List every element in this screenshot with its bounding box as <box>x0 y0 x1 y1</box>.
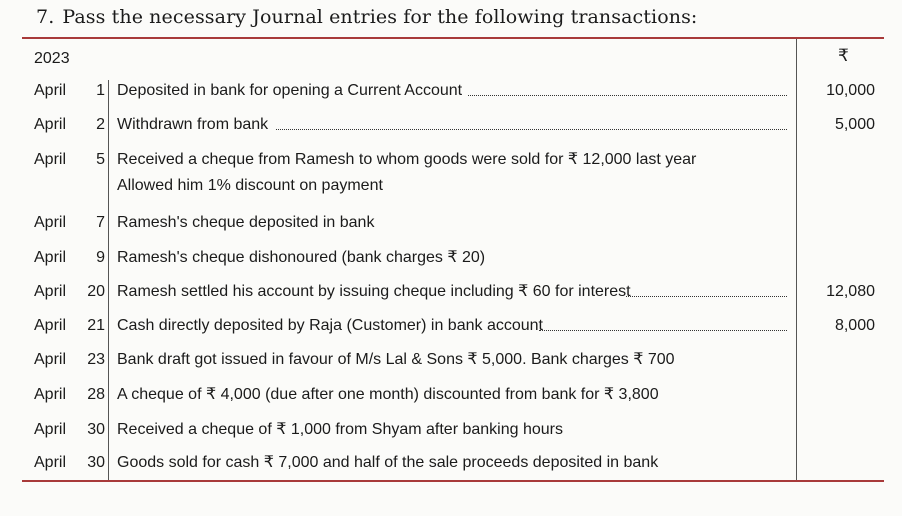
table-bottom-rule <box>22 480 884 482</box>
table-row <box>0 316 902 338</box>
row-amount: 10,000 <box>826 82 875 99</box>
question-number: 7. <box>36 6 55 28</box>
row-day: 1 <box>96 82 105 99</box>
table-top-rule <box>22 37 884 39</box>
row-day: 5 <box>96 151 105 168</box>
leader-dots <box>539 330 787 331</box>
row-description: Received a cheque of ₹ 1,000 from Shyam after banking hours <box>117 421 563 438</box>
leader-dots <box>468 95 787 96</box>
row-amount: 12,080 <box>826 283 875 300</box>
row-description: Received a cheque from Ramesh to whom goods were sold for ₹ 12,000 last year <box>117 151 697 168</box>
table-row <box>0 115 902 137</box>
row-day: 30 <box>87 421 105 438</box>
row-amount: 8,000 <box>834 317 875 334</box>
row-month: April <box>34 454 67 471</box>
row-month: April <box>34 214 67 231</box>
table-row <box>0 420 902 442</box>
table-row <box>0 453 902 475</box>
question-heading <box>36 6 697 28</box>
row-day: 7 <box>96 214 105 231</box>
row-description: Withdrawn from bank <box>117 116 269 133</box>
table-row <box>0 282 902 304</box>
row-month: April <box>34 421 67 438</box>
row-day: 30 <box>87 454 105 471</box>
row-month: April <box>34 351 67 368</box>
row-description: Bank draft got issued in favour of M/s Lal & Sons ₹ 5,000. Bank charges ₹ 700 <box>117 351 675 368</box>
row-month: April <box>34 82 67 99</box>
table-row <box>0 350 902 372</box>
row-month: April <box>34 283 67 300</box>
row-description: Goods sold for cash ₹ 7,000 and half of the sale proceeds deposited in bank <box>117 454 659 471</box>
row-description: Deposited in bank for opening a Current Account <box>117 82 463 99</box>
leader-dots <box>626 296 787 297</box>
row-day: 21 <box>87 317 105 334</box>
row-description: Ramesh settled his account by issuing cheque including ₹ 60 for interest <box>117 283 631 300</box>
row-month: April <box>34 386 67 403</box>
currency-header: ₹ <box>838 46 849 65</box>
question-text: Pass the necessary Journal entries for the following transactions: <box>62 6 698 28</box>
table-row <box>0 81 902 103</box>
row-month: April <box>34 151 67 168</box>
row-day: 28 <box>87 386 105 403</box>
row-day: 2 <box>96 116 105 133</box>
row-description-continued: Allowed him 1% discount on payment <box>117 177 383 194</box>
row-day: 20 <box>87 283 105 300</box>
table-row <box>0 248 902 270</box>
year-header: 2023 <box>34 50 70 67</box>
leader-dots <box>276 129 787 130</box>
table-row <box>0 150 902 198</box>
row-month: April <box>34 116 67 133</box>
row-month: April <box>34 249 67 266</box>
row-description: Ramesh's cheque dishonoured (bank charges ₹ 20) <box>117 249 486 266</box>
row-day: 9 <box>96 249 105 266</box>
table-row <box>0 213 902 235</box>
row-description: Ramesh's cheque deposited in bank <box>117 214 375 231</box>
row-day: 23 <box>87 351 105 368</box>
row-description: A cheque of ₹ 4,000 (due after one month) discounted from bank for ₹ 3,800 <box>117 386 659 403</box>
row-month: April <box>34 317 67 334</box>
row-description: Cash directly deposited by Raja (Customer) in bank account <box>117 317 543 334</box>
row-amount: 5,000 <box>834 116 875 133</box>
table-row <box>0 385 902 407</box>
